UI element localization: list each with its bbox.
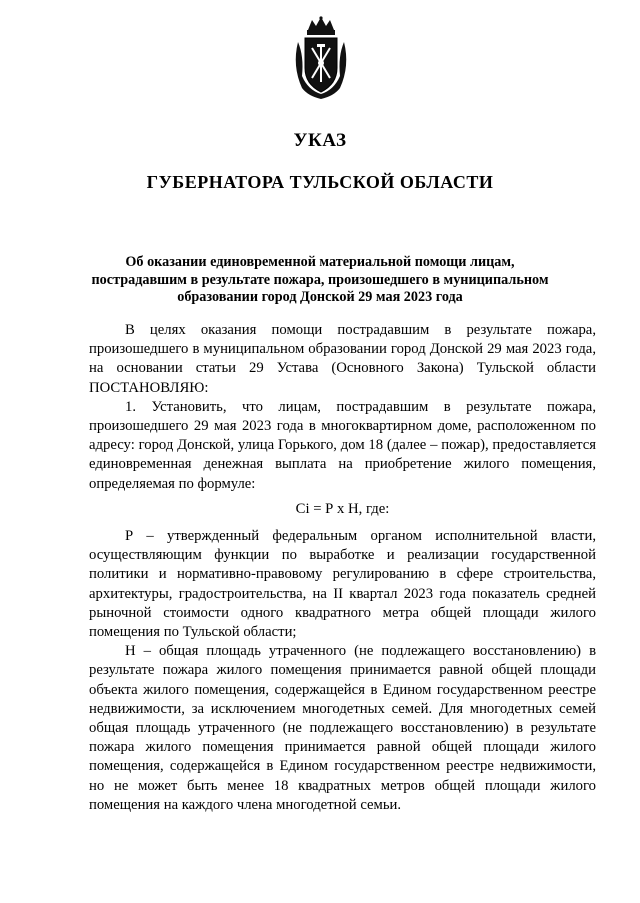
document-body (89, 321, 596, 815)
subject-line: Об оказании единовременной материальной помощи лицам, (125, 254, 515, 270)
formula: Ci = Р х Н, где: (295, 500, 390, 517)
document-subtitle: ГУБЕРНАТОРА ТУЛЬСКОЙ ОБЛАСТИ (146, 172, 494, 192)
document-title: УКАЗ (293, 130, 347, 151)
item-1-paragraph: 1. Установить, что лицам, пострадавшим в результате пожара, произошедшего 29 мая 2023 года в многоквартирном доме, расположенном по адресу: город Донской, улица Горького, дом 18 (далее – пожар), предоставляется единовременная денежная выплата на приобретение жилого помещения, определяемая по формуле: (89, 398, 596, 492)
subject-line: образовании город Донской 29 мая 2023 года (177, 289, 463, 305)
preamble-paragraph: В целях оказания помощи пострадавшим в результате пожара, произошедшего в муниципальном образовании город Донской 29 мая 2023 года, на основании статьи 29 Устава (Основного Закона) Тульской области ПОСТАНОВЛЯЮ: (89, 322, 596, 396)
subject-line: пострадавшим в результате пожара, произошедшего в муниципальном (91, 271, 549, 288)
document-subject (80, 254, 560, 307)
coat-of-arms-icon (290, 16, 352, 100)
definition-h-paragraph: Н – общая площадь утраченного (не подлежащего восстановлению) в результате пожара жилого помещения принимается равной общей площади объекта жилого помещения, содержащейся в Едином государственном реестре недвижимости, за исключением многодетных семей. Для многодетных семей общая площадь утраченного (не подлежащего восстановлению) в результате пожара жилого помещения принимается равной общей площади жилого помещения, содержащейся в Едином государственном реестре недвижимости, но не может быть менее 18 квадратных метров общей площади жилого помещения на каждого члена многодетной семьи. (89, 643, 596, 813)
definition-p-paragraph: Р – утвержденный федеральным органом исполнительной власти, осуществляющим функции по выработке и реализации государственной политики и нормативно-правовому регулированию в сфере строительства, архитектуры, градостроительства, на II квартал 2023 года показатель средней рыночной стоимости одного квадратного метра общей площади жилого помещения по Тульской области; (89, 528, 596, 641)
